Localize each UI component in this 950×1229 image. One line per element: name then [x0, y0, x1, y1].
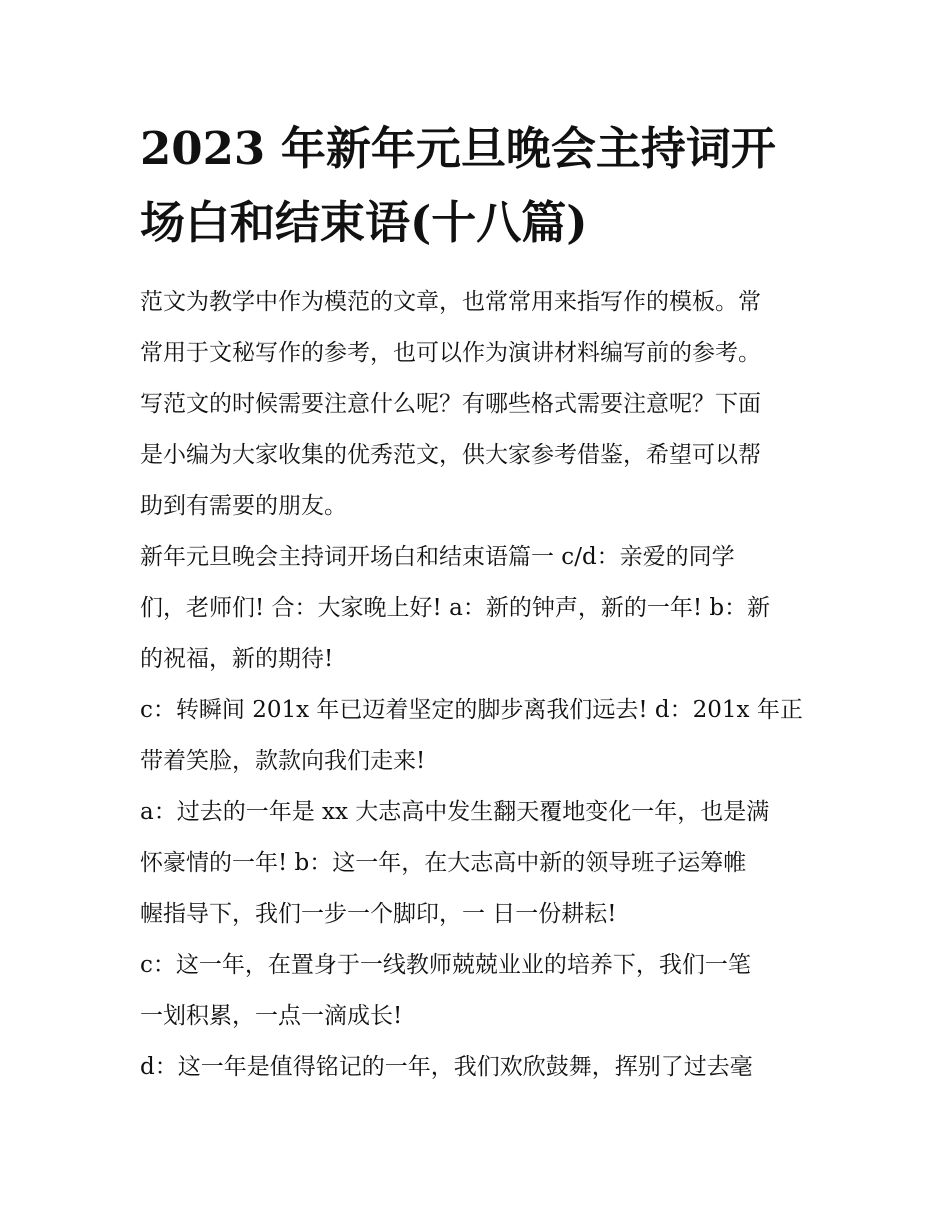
dialogue-paragraph-d: d：这一年是值得铭记的一年，我们欢欣鼓舞，挥别了过去毫: [140, 1054, 753, 1080]
dialogue-paragraph-a-b: a：过去的一年是 xx 大志高中发生翻天覆地变化一年，也是满 怀豪情的一年! b：这一年，在大志高中新的领导班子运筹帷 幄指导下，我们一步一个脚印，一 日一份耕耘!: [140, 799, 770, 927]
document-title: 2023 年新年元旦晚会主持词开 场白和结束语(十八篇): [140, 122, 776, 249]
intro-paragraph: 范文为教学中作为模范的文章，也常常用来指写作的模板。常 常用于文秘写作的参考，也可以作为演讲材料编写前的参考。 写范文的时候需要注意什么呢？有哪些格式需要注意呢？下面 是小编为大家收集的优秀范文，供大家参考借鉴，希望可以帮 助到有需要的朋友。: [140, 289, 761, 519]
dialogue-paragraph-c: c：这一年，在置身于一线教师兢兢业业的培养下，我们一笔 一划积累，一点一滴成长!: [140, 952, 751, 1029]
opening-paragraph: 新年元旦晚会主持词开场白和结束语篇一 c/d：亲爱的同学 们，老师们! 合：大家晚上好! a：新的钟声，新的一年! b：新 的祝福，新的期待!: [140, 544, 771, 672]
document-body: [140, 277, 830, 1093]
dialogue-paragraph-c-d: c：转瞬间 201x 年已迈着坚定的脚步离我们远去! d：201x 年正 带着笑脸，款款向我们走来!: [140, 697, 803, 774]
